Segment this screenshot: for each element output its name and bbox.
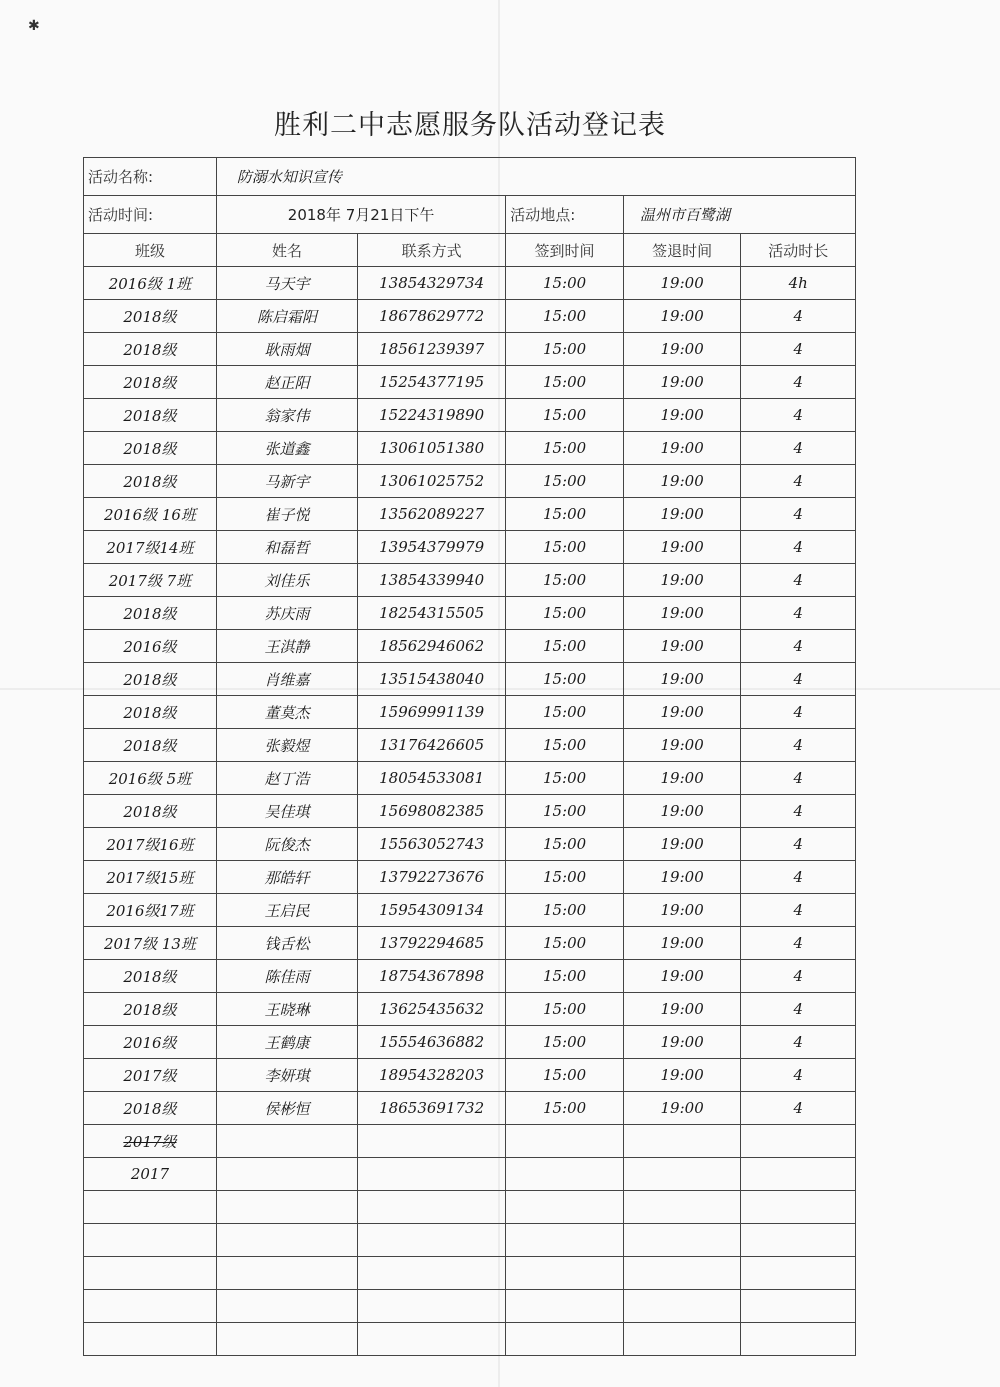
cell-class: 2016级 16班 [84, 498, 217, 531]
table-row [84, 564, 856, 597]
cell-phone: 18561239397 [358, 333, 506, 366]
cell-name: 刘佳乐 [216, 564, 357, 597]
col-header-phone: 联系方式 [358, 234, 506, 267]
cell-checkout: 19:00 [623, 762, 741, 795]
cell-duration [741, 1158, 856, 1191]
table-row [84, 1323, 856, 1356]
cell-class: 2017级 7班 [84, 564, 217, 597]
cell-phone: 13792273676 [358, 861, 506, 894]
cell-checkout: 19:00 [623, 828, 741, 861]
cell-checkout: 19:00 [623, 531, 741, 564]
cell-duration: 4 [741, 300, 856, 333]
cell-class: 2018级 [84, 399, 217, 432]
cell-checkout: 19:00 [623, 300, 741, 333]
cell-checkin [506, 1257, 624, 1290]
activity-time-label: 活动时间: [84, 196, 217, 234]
table-row [84, 1158, 856, 1191]
col-header-checkout: 签退时间 [623, 234, 741, 267]
cell-duration: 4 [741, 597, 856, 630]
cell-duration: 4 [741, 696, 856, 729]
cell-class: 2018级 [84, 432, 217, 465]
table-row [84, 795, 856, 828]
cell-checkin: 15:00 [506, 432, 624, 465]
cell-checkout: 19:00 [623, 696, 741, 729]
cell-phone [358, 1257, 506, 1290]
cell-checkin [506, 1224, 624, 1257]
cell-class: 2017级16班 [84, 828, 217, 861]
cell-duration: 4 [741, 927, 856, 960]
cell-name: 苏庆雨 [216, 597, 357, 630]
cell-checkout [623, 1191, 741, 1224]
cell-name: 耿雨烟 [216, 333, 357, 366]
cell-duration [741, 1257, 856, 1290]
cell-name: 崔子悦 [216, 498, 357, 531]
activity-time-row [84, 196, 856, 234]
cell-checkin [506, 1191, 624, 1224]
cell-name: 陈启霜阳 [216, 300, 357, 333]
cell-checkout: 19:00 [623, 1059, 741, 1092]
cell-checkout: 19:00 [623, 1092, 741, 1125]
cell-class: 2018级 [84, 300, 217, 333]
cell-phone [358, 1224, 506, 1257]
cell-name [216, 1323, 357, 1356]
table-row [84, 993, 856, 1026]
cell-checkout: 19:00 [623, 597, 741, 630]
cell-checkin: 15:00 [506, 696, 624, 729]
cell-duration: 4 [741, 762, 856, 795]
cell-phone [358, 1158, 506, 1191]
table-row [84, 597, 856, 630]
cell-phone: 18754367898 [358, 960, 506, 993]
cell-class: 2018级 [84, 465, 217, 498]
cell-class: 2016级 5班 [84, 762, 217, 795]
cell-phone: 18653691732 [358, 1092, 506, 1125]
cell-class [84, 1290, 217, 1323]
cell-name: 钱舌松 [216, 927, 357, 960]
cell-checkin: 15:00 [506, 894, 624, 927]
cell-class: 2017级 [84, 1125, 217, 1158]
cell-name: 和磊哲 [216, 531, 357, 564]
cell-checkin: 15:00 [506, 663, 624, 696]
cell-phone: 13854339940 [358, 564, 506, 597]
cell-phone: 18054533081 [358, 762, 506, 795]
cell-checkin: 15:00 [506, 333, 624, 366]
cell-checkout: 19:00 [623, 960, 741, 993]
table-row [84, 432, 856, 465]
cell-name [216, 1257, 357, 1290]
cell-class: 2018级 [84, 1092, 217, 1125]
cell-checkin [506, 1158, 624, 1191]
col-header-duration: 活动时长 [741, 234, 856, 267]
cell-checkout: 19:00 [623, 927, 741, 960]
cell-phone: 18678629772 [358, 300, 506, 333]
table-row [84, 828, 856, 861]
cell-duration: 4 [741, 729, 856, 762]
cell-checkout: 19:00 [623, 333, 741, 366]
cell-checkin: 15:00 [506, 1092, 624, 1125]
cell-duration: 4 [741, 432, 856, 465]
cell-phone: 13954379979 [358, 531, 506, 564]
cell-duration: 4 [741, 531, 856, 564]
table-row [84, 696, 856, 729]
cell-checkout: 19:00 [623, 993, 741, 1026]
table-row [84, 531, 856, 564]
cell-checkout: 19:00 [623, 465, 741, 498]
cell-checkout: 19:00 [623, 795, 741, 828]
table-row [84, 630, 856, 663]
cell-checkout: 19:00 [623, 894, 741, 927]
cell-class: 2018级 [84, 663, 217, 696]
cell-checkout: 19:00 [623, 1026, 741, 1059]
cell-name: 肖维嘉 [216, 663, 357, 696]
cell-duration: 4 [741, 1092, 856, 1125]
cell-checkout: 19:00 [623, 498, 741, 531]
cell-checkout: 19:00 [623, 861, 741, 894]
cell-class: 2017级14班 [84, 531, 217, 564]
table-row [84, 1191, 856, 1224]
ink-speck-icon: ✱ [28, 18, 40, 34]
col-header-name: 姓名 [216, 234, 357, 267]
cell-phone: 15224319890 [358, 399, 506, 432]
cell-checkout: 19:00 [623, 729, 741, 762]
table-row [84, 894, 856, 927]
cell-phone: 18254315505 [358, 597, 506, 630]
cell-duration: 4 [741, 960, 856, 993]
cell-duration: 4 [741, 366, 856, 399]
cell-checkin: 15:00 [506, 1026, 624, 1059]
form-title: 胜利二中志愿服务队活动登记表 [274, 110, 666, 141]
col-header-checkin: 签到时间 [506, 234, 624, 267]
cell-phone: 13854329734 [358, 267, 506, 300]
cell-duration: 4 [741, 795, 856, 828]
registration-table [83, 157, 856, 1356]
table-row [84, 465, 856, 498]
cell-checkin: 15:00 [506, 795, 624, 828]
cell-class: 2016级 1班 [84, 267, 217, 300]
cell-checkout [623, 1323, 741, 1356]
cell-name [216, 1125, 357, 1158]
activity-time-value: 2018年 7月21日下午 [216, 196, 505, 234]
cell-class: 2017级 [84, 1059, 217, 1092]
table-row [84, 663, 856, 696]
cell-checkin: 15:00 [506, 300, 624, 333]
table-row [84, 1092, 856, 1125]
cell-name: 吴佳琪 [216, 795, 357, 828]
cell-class: 2017 [84, 1158, 217, 1191]
cell-name: 赵正阳 [216, 366, 357, 399]
table-row [84, 762, 856, 795]
cell-checkout: 19:00 [623, 366, 741, 399]
cell-checkout: 19:00 [623, 267, 741, 300]
cell-name: 阮俊杰 [216, 828, 357, 861]
table-row [84, 267, 856, 300]
cell-class: 2018级 [84, 993, 217, 1026]
cell-duration: 4 [741, 861, 856, 894]
activity-place-value: 温州市百鹭湖 [623, 196, 855, 234]
cell-class: 2016级17班 [84, 894, 217, 927]
cell-name: 王淇静 [216, 630, 357, 663]
cell-class: 2016级 [84, 1026, 217, 1059]
cell-phone: 13061025752 [358, 465, 506, 498]
table-row [84, 1290, 856, 1323]
cell-phone [358, 1323, 506, 1356]
cell-checkout [623, 1158, 741, 1191]
cell-duration: 4 [741, 630, 856, 663]
cell-checkin: 15:00 [506, 465, 624, 498]
cell-name [216, 1290, 357, 1323]
table-row [84, 861, 856, 894]
cell-phone: 15563052743 [358, 828, 506, 861]
cell-checkin: 15:00 [506, 960, 624, 993]
cell-duration [741, 1323, 856, 1356]
activity-name-label: 活动名称: [84, 158, 217, 196]
table-row [84, 1059, 856, 1092]
cell-checkout [623, 1224, 741, 1257]
cell-name: 张毅煜 [216, 729, 357, 762]
cell-class: 2017级 13班 [84, 927, 217, 960]
cell-checkin: 15:00 [506, 993, 624, 1026]
cell-checkin: 15:00 [506, 861, 624, 894]
cell-phone: 15254377195 [358, 366, 506, 399]
cell-duration: 4 [741, 894, 856, 927]
table-row [84, 1224, 856, 1257]
cell-name: 王启民 [216, 894, 357, 927]
cell-duration: 4 [741, 465, 856, 498]
table-row [84, 1026, 856, 1059]
cell-name: 那皓轩 [216, 861, 357, 894]
cell-class: 2018级 [84, 333, 217, 366]
cell-class: 2016级 [84, 630, 217, 663]
cell-duration [741, 1290, 856, 1323]
table-row [84, 498, 856, 531]
activity-place-label: 活动地点: [506, 196, 624, 234]
cell-checkin [506, 1290, 624, 1323]
cell-duration [741, 1191, 856, 1224]
cell-checkout [623, 1125, 741, 1158]
cell-phone: 18562946062 [358, 630, 506, 663]
cell-phone: 13625435632 [358, 993, 506, 1026]
cell-phone: 15554636882 [358, 1026, 506, 1059]
cell-name [216, 1224, 357, 1257]
cell-name: 马天宇 [216, 267, 357, 300]
cell-class: 2018级 [84, 960, 217, 993]
cell-class: 2018级 [84, 795, 217, 828]
cell-checkin: 15:00 [506, 498, 624, 531]
cell-class: 2018级 [84, 696, 217, 729]
cell-name: 张道鑫 [216, 432, 357, 465]
cell-phone [358, 1290, 506, 1323]
table-row [84, 300, 856, 333]
cell-checkin: 15:00 [506, 729, 624, 762]
cell-class [84, 1257, 217, 1290]
table-row [84, 333, 856, 366]
cell-duration: 4 [741, 1026, 856, 1059]
table-row [84, 366, 856, 399]
cell-name: 董莫杰 [216, 696, 357, 729]
cell-phone [358, 1125, 506, 1158]
table-row [84, 729, 856, 762]
cell-name: 陈佳雨 [216, 960, 357, 993]
cell-duration: 4h [741, 267, 856, 300]
cell-name: 李妍琪 [216, 1059, 357, 1092]
cell-duration: 4 [741, 828, 856, 861]
cell-class [84, 1323, 217, 1356]
cell-class [84, 1191, 217, 1224]
cell-checkin: 15:00 [506, 630, 624, 663]
cell-duration: 4 [741, 663, 856, 696]
cell-name: 翁家伟 [216, 399, 357, 432]
cell-name: 赵丁浩 [216, 762, 357, 795]
cell-duration: 4 [741, 333, 856, 366]
cell-checkin: 15:00 [506, 366, 624, 399]
cell-phone: 13515438040 [358, 663, 506, 696]
cell-duration: 4 [741, 564, 856, 597]
cell-checkin [506, 1125, 624, 1158]
cell-checkout [623, 1290, 741, 1323]
cell-checkout: 19:00 [623, 630, 741, 663]
col-header-class: 班级 [84, 234, 217, 267]
cell-checkin: 15:00 [506, 597, 624, 630]
table-row [84, 960, 856, 993]
cell-phone: 13176426605 [358, 729, 506, 762]
cell-name: 马新宇 [216, 465, 357, 498]
cell-duration: 4 [741, 1059, 856, 1092]
cell-class: 2018级 [84, 597, 217, 630]
cell-class: 2018级 [84, 729, 217, 762]
table-row [84, 1257, 856, 1290]
cell-checkin: 15:00 [506, 399, 624, 432]
cell-checkin: 15:00 [506, 564, 624, 597]
cell-checkout: 19:00 [623, 399, 741, 432]
cell-phone: 15969991139 [358, 696, 506, 729]
cell-name [216, 1158, 357, 1191]
cell-name: 王鹤康 [216, 1026, 357, 1059]
cell-phone: 13562089227 [358, 498, 506, 531]
cell-checkin: 15:00 [506, 267, 624, 300]
cell-phone: 13792294685 [358, 927, 506, 960]
cell-checkin: 15:00 [506, 828, 624, 861]
cell-name [216, 1191, 357, 1224]
cell-duration [741, 1224, 856, 1257]
cell-checkin: 15:00 [506, 927, 624, 960]
cell-phone: 18954328203 [358, 1059, 506, 1092]
cell-phone: 15698082385 [358, 795, 506, 828]
cell-phone: 13061051380 [358, 432, 506, 465]
table-row [84, 1125, 856, 1158]
activity-name-value: 防溺水知识宣传 [216, 158, 855, 196]
cell-name: 王晓琳 [216, 993, 357, 1026]
cell-checkout: 19:00 [623, 564, 741, 597]
column-header-row [84, 234, 856, 267]
activity-name-row [84, 158, 856, 196]
cell-checkin: 15:00 [506, 762, 624, 795]
cell-duration: 4 [741, 498, 856, 531]
cell-checkin: 15:00 [506, 531, 624, 564]
cell-checkout: 19:00 [623, 432, 741, 465]
cell-duration [741, 1125, 856, 1158]
cell-checkin: 15:00 [506, 1059, 624, 1092]
cell-class: 2017级15班 [84, 861, 217, 894]
cell-checkout [623, 1257, 741, 1290]
cell-duration: 4 [741, 399, 856, 432]
cell-phone [358, 1191, 506, 1224]
table-row [84, 927, 856, 960]
cell-class: 2018级 [84, 366, 217, 399]
cell-phone: 15954309134 [358, 894, 506, 927]
table-row [84, 399, 856, 432]
cell-name: 侯彬恒 [216, 1092, 357, 1125]
cell-checkout: 19:00 [623, 663, 741, 696]
cell-checkin [506, 1323, 624, 1356]
cell-duration: 4 [741, 993, 856, 1026]
cell-class [84, 1224, 217, 1257]
